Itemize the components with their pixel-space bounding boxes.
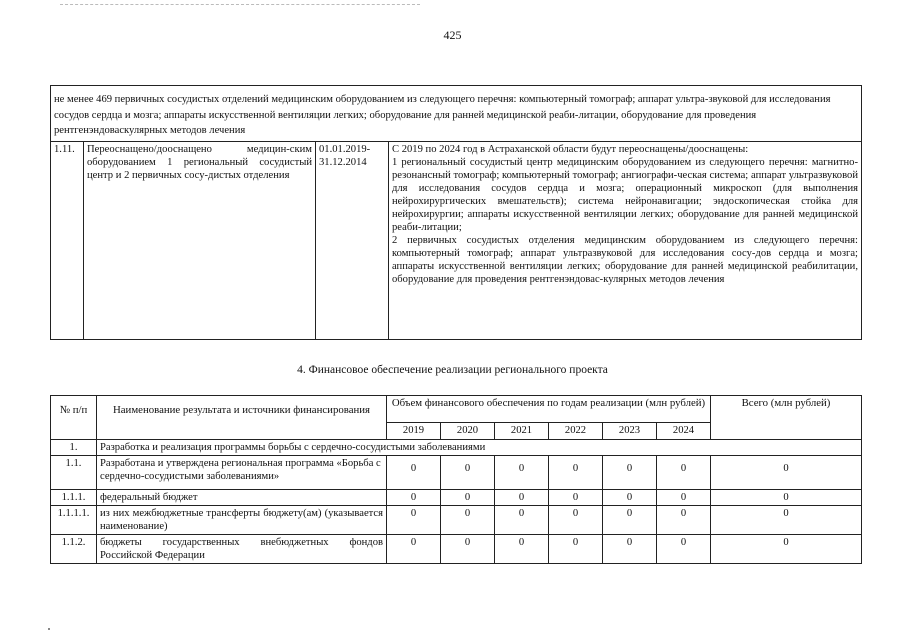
page-number: 425 <box>443 28 462 42</box>
row-value: 0 <box>549 506 603 535</box>
row-total: 0 <box>711 456 862 490</box>
row-number: 1. <box>51 440 97 456</box>
description-paragraph: 1 региональный сосудистый центр медицинским оборудованием из следующего перечня: магнитно-резонансный томограф; компьютерный томограф; ангиографи-ческая система; аппарат ультразвуковой для исследования сосудов сердца и мозга; операционный микроскоп (для выполнения нейрохирургических вмешательств); система нейронавигации; эндоскопическая стойка для нейрохирургии; аппараты искусственной вентиляции легких; оборудование для ранней медицинской реаби-литации; <box>392 156 858 233</box>
year-header: 2024 <box>657 423 711 440</box>
row-total: 0 <box>711 535 862 564</box>
row-total: 0 <box>711 490 862 506</box>
row-value: 0 <box>549 535 603 564</box>
row-name: Разработана и утверждена региональная программа «Борьба с сердечно-сосудистыми заболеваниями» <box>97 456 387 490</box>
row-value: 0 <box>495 506 549 535</box>
results-table <box>50 85 862 340</box>
result-row <box>51 141 862 339</box>
row-value: 0 <box>549 456 603 490</box>
row-number: 1.1.1.1. <box>51 506 97 535</box>
result-name: Переоснащено/дооснащено медицин-ским оборудованием 1 региональный сосудистый центр и 2 первичных сосу-дистых отделения <box>84 141 316 339</box>
row-name: федеральный бюджет <box>97 490 387 506</box>
scan-dot <box>48 628 50 630</box>
row-value: 0 <box>603 490 657 506</box>
header-name: Наименование результата и источники финансирования <box>97 396 387 440</box>
section-row <box>51 440 862 456</box>
row-value: 0 <box>495 535 549 564</box>
year-header: 2022 <box>549 423 603 440</box>
intro-row <box>51 86 862 142</box>
row-value: 0 <box>657 456 711 490</box>
row-number: 1.1.1. <box>51 490 97 506</box>
row-name: бюджеты государственных внебюджетных фондов Российской Федерации <box>97 535 387 564</box>
year-header: 2020 <box>441 423 495 440</box>
description-paragraph: С 2019 по 2024 год в Астраханской области будут переоснащены/дооснащены: <box>392 143 749 155</box>
year-header: 2019 <box>387 423 441 440</box>
row-value: 0 <box>387 535 441 564</box>
result-number: 1.11. <box>51 141 84 339</box>
row-value: 0 <box>387 456 441 490</box>
finance-table <box>50 395 862 564</box>
row-name: Разработка и реализация программы борьбы с сердечно-сосудистыми заболеваниями <box>97 440 862 456</box>
row-number: 1.1. <box>51 456 97 490</box>
row-value: 0 <box>441 506 495 535</box>
row-value: 0 <box>657 506 711 535</box>
table-row <box>51 456 862 490</box>
row-value: 0 <box>441 490 495 506</box>
table-row <box>51 535 862 564</box>
row-value: 0 <box>657 490 711 506</box>
row-value: 0 <box>657 535 711 564</box>
row-value: 0 <box>495 490 549 506</box>
finance-header-row <box>51 396 862 423</box>
header-volume: Объем финансового обеспечения по годам реализации (млн рублей) <box>387 396 711 423</box>
row-name: из них межбюджетные трансферты бюджету(ам) (указывается наименование) <box>97 506 387 535</box>
table-row <box>51 506 862 535</box>
row-value: 0 <box>387 490 441 506</box>
row-value: 0 <box>387 506 441 535</box>
result-description <box>389 141 862 339</box>
row-value: 0 <box>441 456 495 490</box>
row-total: 0 <box>711 506 862 535</box>
row-number: 1.1.2. <box>51 535 97 564</box>
intro-text: не менее 469 первичных сосудистых отделений медицинским оборудованием из следующего перечня: компьютерный томограф; аппарат ультра-звуковой для исследования сосудов сердца и мозга; аппараты искусственной вентиляции легких; оборудование для ранней медицинской реаби-литации, оборудование для проведения рентгенэндоваскулярных методов лечения <box>51 86 862 142</box>
section-heading: 4. Финансовое обеспечение реализации регионального проекта <box>297 364 608 376</box>
year-header: 2023 <box>603 423 657 440</box>
row-value: 0 <box>495 456 549 490</box>
row-value: 0 <box>603 456 657 490</box>
scan-artifact-line <box>60 4 420 5</box>
year-header: 2021 <box>495 423 549 440</box>
row-value: 0 <box>603 535 657 564</box>
description-paragraph: 2 первичных сосудистых отделения медицинским оборудованием из следующего перечня: компьютерный томограф; аппарат ультразвуковой для исследования сосу-дов сердца и мозга; аппараты искусственной вентиляции легких; оборудование для ранней медицинской реабилитации, оборудование для проведения рентгенэндовас-кулярных методов лечения <box>392 234 858 285</box>
header-total: Всего (млн рублей) <box>711 396 862 440</box>
row-value: 0 <box>549 490 603 506</box>
header-number: № п/п <box>51 396 97 440</box>
table-row <box>51 490 862 506</box>
row-value: 0 <box>441 535 495 564</box>
result-dates: 01.01.2019-31.12.2014 <box>316 141 389 339</box>
row-value: 0 <box>603 506 657 535</box>
